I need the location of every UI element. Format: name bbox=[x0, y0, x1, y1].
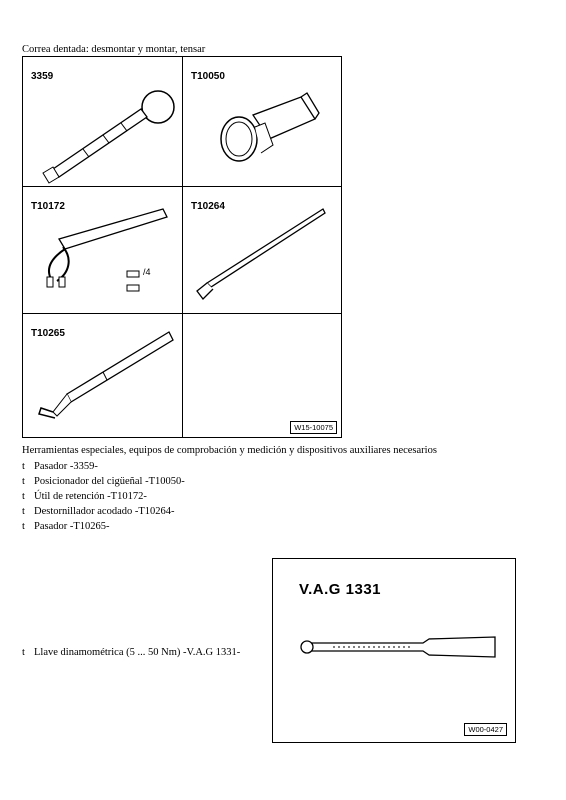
bullet: t bbox=[22, 521, 25, 532]
tool-code: T10172 bbox=[31, 201, 65, 212]
list-item bbox=[22, 491, 147, 502]
tool-cell-empty bbox=[183, 314, 342, 437]
tool-code: 3359 bbox=[31, 71, 54, 82]
tool-code: T10265 bbox=[31, 328, 65, 339]
bullet: t bbox=[22, 647, 25, 658]
list-item bbox=[22, 506, 175, 517]
list-item-text: Pasador -3359- bbox=[34, 461, 98, 472]
tool-cell-t10050 bbox=[183, 57, 342, 186]
tool-cell-3359 bbox=[23, 57, 182, 186]
bullet: t bbox=[22, 461, 25, 472]
tool-cell-t10265 bbox=[23, 314, 182, 437]
pin-tool-angled-icon bbox=[23, 314, 182, 437]
vag-1331-figure bbox=[272, 558, 516, 743]
figure-reference: W15-10075 bbox=[290, 421, 337, 434]
bullet: t bbox=[22, 476, 25, 487]
bullet: t bbox=[22, 491, 25, 502]
tool-cell-t10172 bbox=[23, 187, 182, 313]
tools-grid bbox=[22, 56, 342, 438]
list-item-text: Destornillador acodado -T10264- bbox=[34, 506, 175, 517]
page-title: Correa dentada: desmontar y montar, tensar bbox=[22, 44, 206, 55]
angled-screwdriver-icon bbox=[183, 187, 342, 313]
retaining-wrench-icon bbox=[23, 187, 182, 313]
list-item-text: Útil de retención -T10172- bbox=[34, 491, 147, 502]
tool-code: T10264 bbox=[191, 201, 225, 212]
bullet: t bbox=[22, 506, 25, 517]
pin-tool-icon bbox=[23, 57, 182, 186]
list-item-text: Pasador -T10265- bbox=[34, 521, 110, 532]
list-item-text: Posicionador del cigüeñal -T10050- bbox=[34, 476, 185, 487]
crankshaft-positioner-icon bbox=[183, 57, 342, 186]
list-item bbox=[22, 521, 110, 532]
section-heading: Herramientas especiales, equipos de comprobación y medición y dispositivos auxiliares necesarios bbox=[22, 445, 437, 456]
tool-cell-t10264 bbox=[183, 187, 342, 313]
tool-annotation: /4 bbox=[143, 267, 151, 277]
figure-reference: W00-0427 bbox=[464, 723, 507, 736]
tool-code: T10050 bbox=[191, 71, 225, 82]
list-item bbox=[22, 461, 98, 472]
list-item-text: Llave dinamométrica (5 ... 50 Nm) -V.A.G 1331- bbox=[34, 647, 241, 658]
torque-wrench-icon bbox=[273, 559, 517, 744]
vag-title: V.A.G 1331 bbox=[299, 581, 381, 598]
list-item-torque-wrench bbox=[22, 647, 240, 658]
list-item bbox=[22, 476, 185, 487]
